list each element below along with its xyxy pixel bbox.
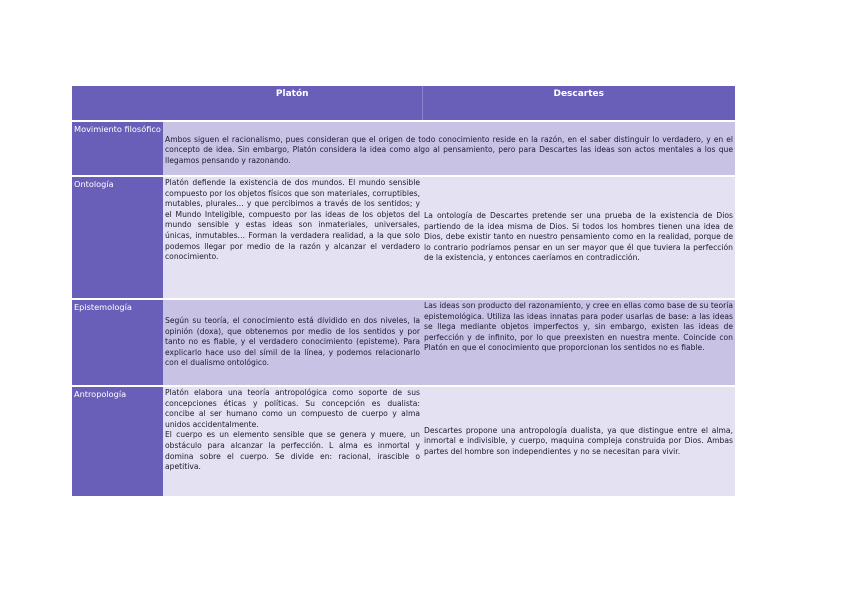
row-label-epistemologia: Epistemología xyxy=(72,299,163,386)
cell-epistemologia-descartes: Las ideas son producto del razonamiento, y cree en ellas como base de su teoría epistemológica. Utiliza las ideas innatas para poder usarlas de base: a las ideas se llega mediante objetos imperfectos y, sin embargo, existen las ideas de perfección y de infinito, por lo que preexisten en nuestra mente. Coincide con Platón en que el conocimiento que proporcionan los sentidos no es fiable. xyxy=(422,299,735,386)
table-header-row xyxy=(72,86,735,121)
antropologia-platon-paragraph-2: El cuerpo es un elemento sensible que se genera y muere, un obstáculo para alcanzar la perfección. L alma es inmortal y domina sobre el cuerpo. Se divide en: racional, irascible o apetitiva. xyxy=(165,430,420,472)
header-cell-empty xyxy=(72,86,163,121)
antropologia-platon-paragraph-1: Platón elabora una teoría antropológica como soporte de sus concepciones éticas y políticas. Su concepción es dualista: concibe al ser humano como un compuesto de cuerpo y alma unidos accidentalmente. xyxy=(165,388,420,429)
header-cell-descartes: Descartes xyxy=(422,86,735,121)
cell-epistemologia-platon: Según su teoría, el conocimiento está dividido en dos niveles, la opinión (doxa), que obtenemos por medio de los sentidos y por tanto no es fiable, y el verdadero conocimiento (episteme). Para explicarlo hace uso del símil de la línea, y podemos relacionarlo con el dualismo ontológico. xyxy=(163,299,422,386)
row-label-ontologia: Ontología xyxy=(72,176,163,299)
table-row-movimiento xyxy=(72,121,735,176)
header-cell-platon: Platón xyxy=(163,86,422,121)
table-row-ontologia xyxy=(72,176,735,299)
cell-ontologia-platon: Platón defiende la existencia de dos mundos. El mundo sensible compuesto por los objetos físicos que son materiales, corruptibles, mutables, plurales… y que percibimos a través de los sentidos; y el Mundo Inteligible, compuesto por las ideas de los objetos del mundo sensible y estas ideas son inmateriales, universales, únicas, inmutables… Forman la verdadera realidad, a la que solo podemos llegar por medio de la razón y alcanzar el verdadero conocimiento. xyxy=(163,176,422,299)
table-row-antropologia xyxy=(72,386,735,496)
cell-antropologia-descartes: Descartes propone una antropología dualista, ya que distingue entre el alma, inmortal e indivisible, y cuerpo, maquina compleja construida por Dios. Ambas partes del hombre son independientes y no se necesitan para vivir. xyxy=(422,386,735,496)
comparison-table xyxy=(72,86,735,496)
cell-movimiento-merged: Ambos siguen el racionalismo, pues consideran que el origen de todo conocimiento reside en la razón, en el saber distinguir lo verdadero, y en el concepto de idea. Sin embargo, Platón considera la idea como algo al pensamiento, pero para Descartes las ideas son actos mentales a los que llegamos pensando y razonando. xyxy=(163,121,735,176)
cell-antropologia-platon xyxy=(163,386,422,496)
row-label-antropologia: Antropología xyxy=(72,386,163,496)
cell-ontologia-descartes: La ontología de Descartes pretende ser una prueba de la existencia de Dios partiendo de la idea misma de Dios. Si todos los hombres tienen una idea de Dios, debe existir tanto en nuestro pensamiento como en la realidad, porque de lo contrario podríamos pensar en un ser mayor que él que tuviera la perfección de la existencia, y entonces caeríamos en contradicción. xyxy=(422,176,735,299)
table-row-epistemologia xyxy=(72,299,735,386)
row-label-movimiento: Movimiento filosófico xyxy=(72,121,163,176)
